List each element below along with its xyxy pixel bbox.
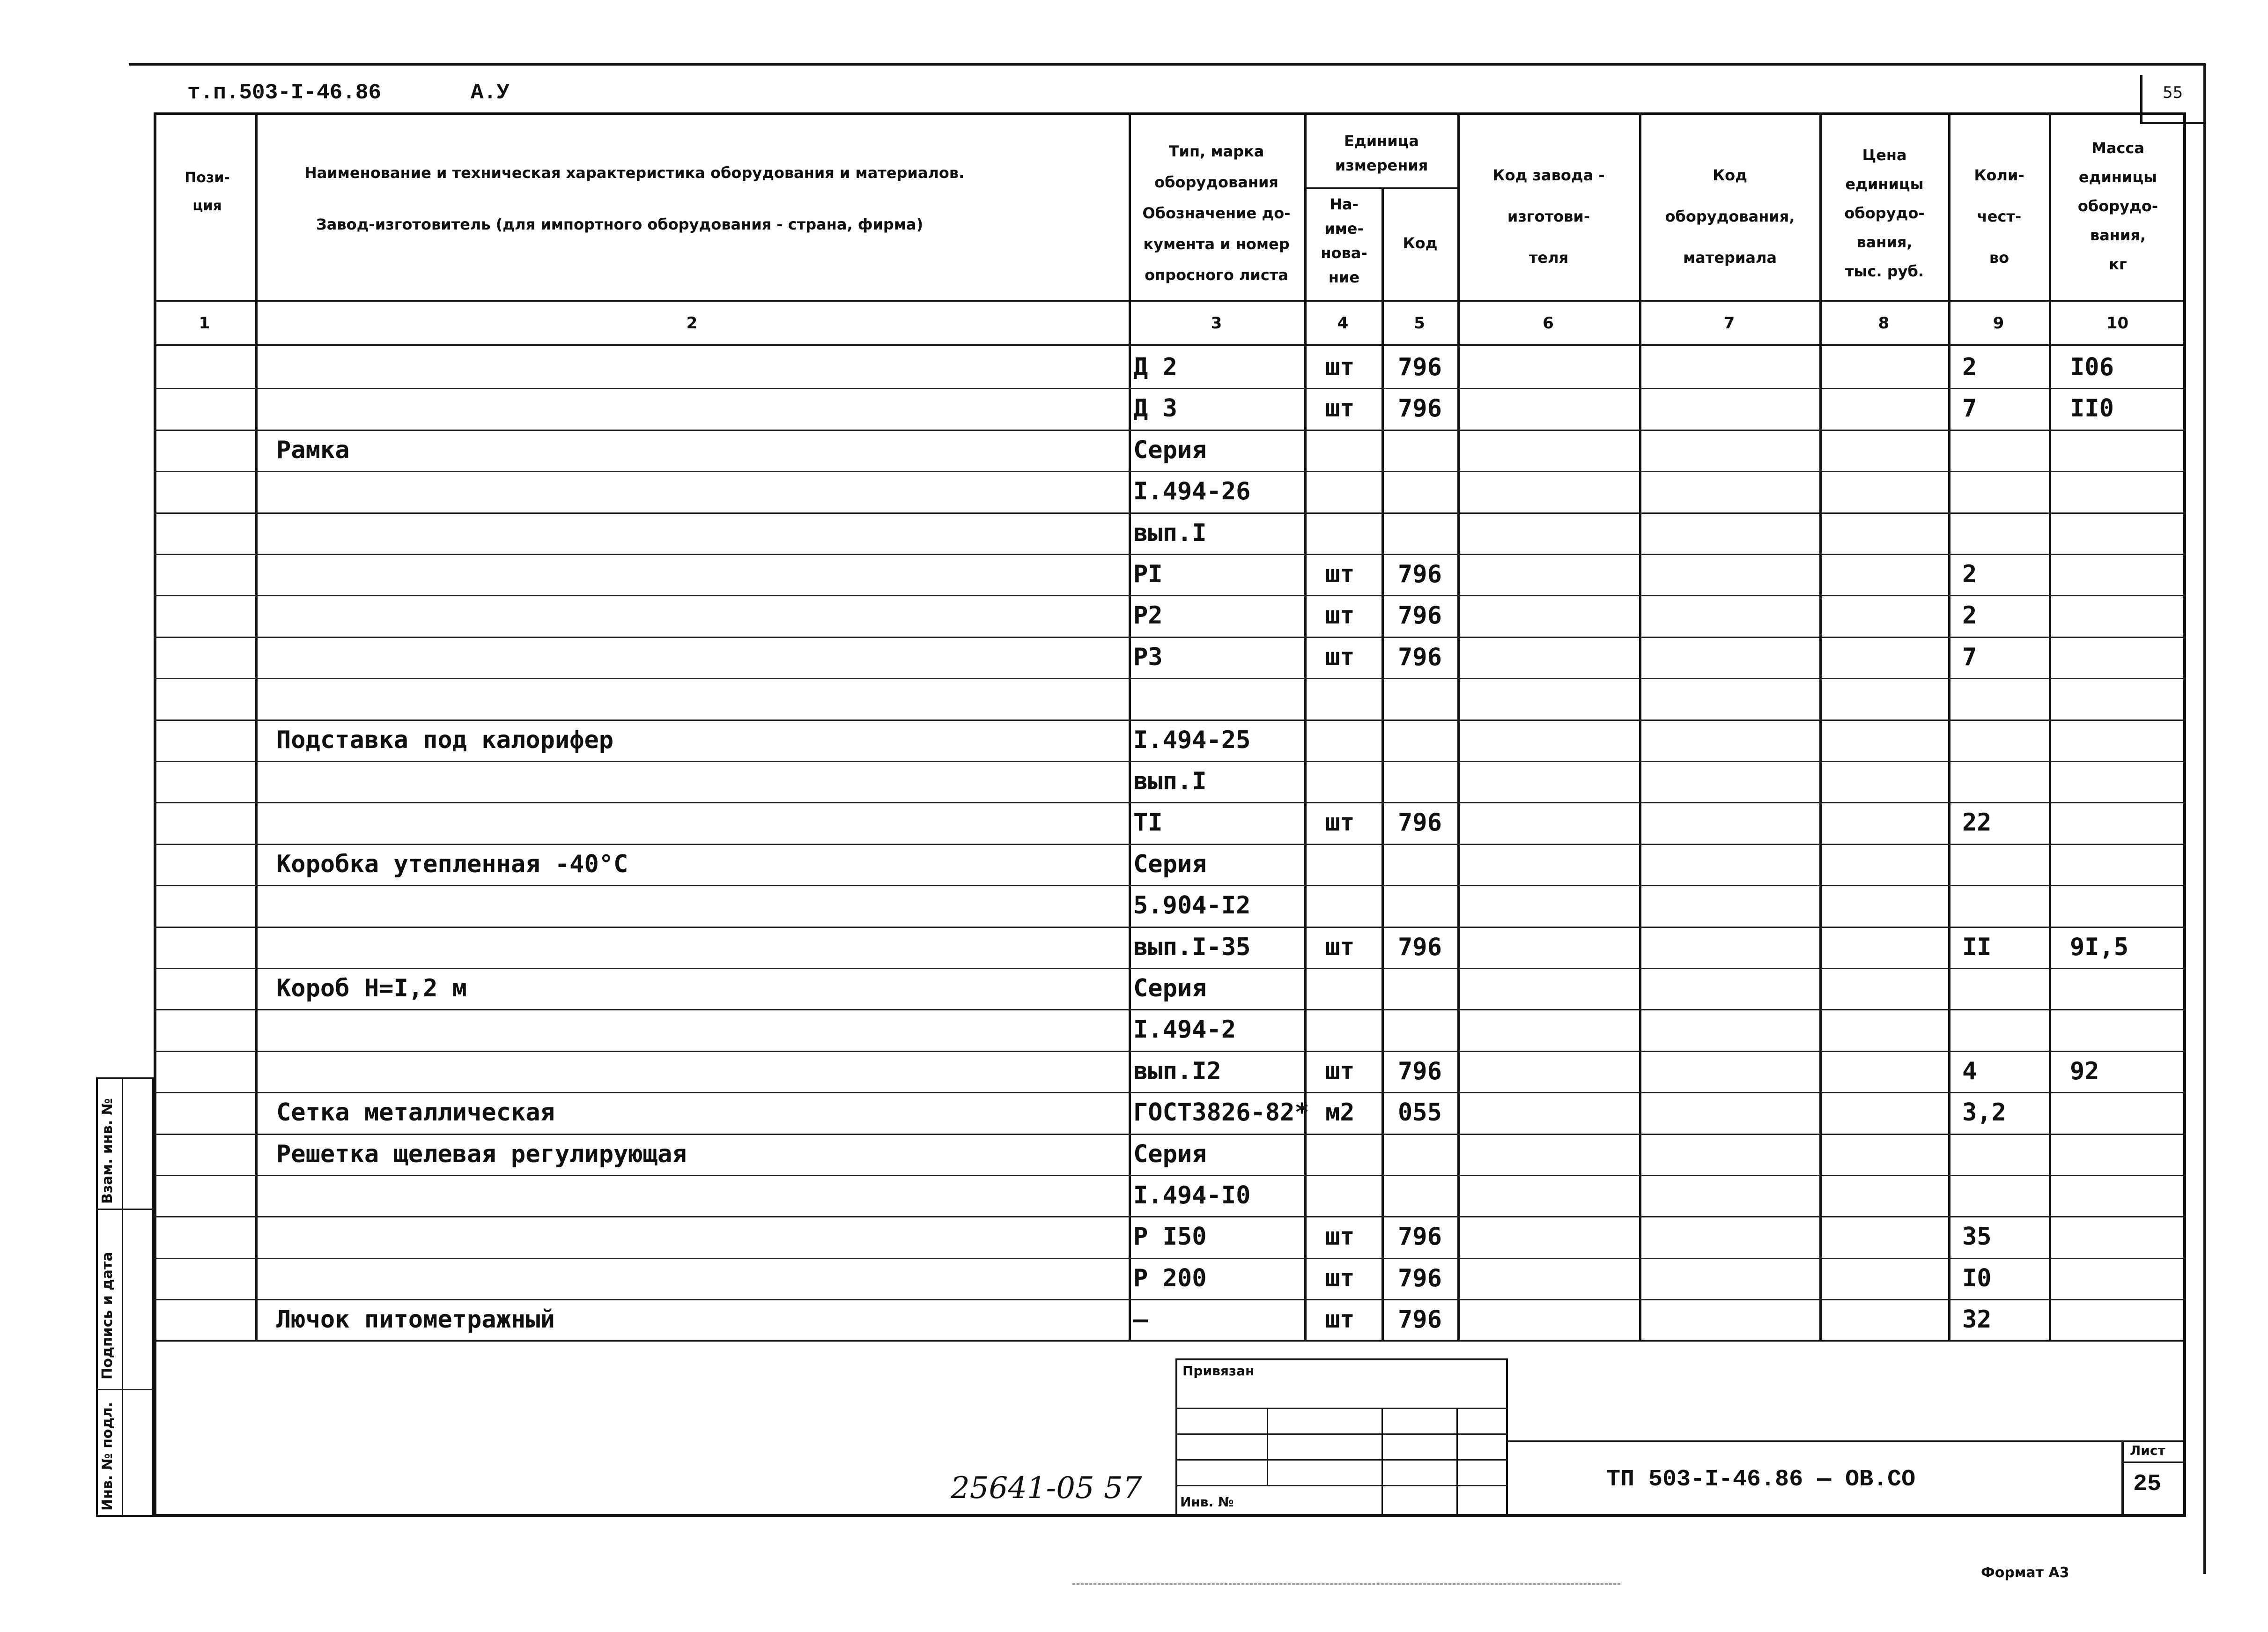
col-number-3: 3 <box>1211 314 1222 333</box>
row-separator <box>154 1175 2186 1176</box>
col-number-8: 8 <box>1878 314 1890 333</box>
side-label-inventory: Инв. № подл. <box>99 1402 116 1511</box>
row-separator <box>154 554 2186 555</box>
cell-code: 796 <box>1398 394 1442 423</box>
row-separator <box>154 1009 2186 1010</box>
cell-qty: 4 <box>1962 1057 1977 1085</box>
cell-type: Серия <box>1133 850 1207 878</box>
header-unit-code: Код <box>1403 234 1438 252</box>
page-top-number: 55 <box>2163 83 2183 102</box>
cell-code: 796 <box>1398 643 1442 671</box>
cell-type: Д 3 <box>1133 394 1177 423</box>
col-number-1: 1 <box>199 314 210 333</box>
cell-unit: шт <box>1325 643 1355 671</box>
header-quantity: Коли- чест- во <box>1974 166 2024 267</box>
row-separator <box>154 678 2186 679</box>
cell-code: 796 <box>1398 560 1442 588</box>
row-separator <box>154 430 2186 431</box>
row-separator <box>154 720 2186 721</box>
cell-code: 055 <box>1398 1098 1442 1127</box>
cell-type: Р3 <box>1133 643 1163 671</box>
cell-type: Р2 <box>1133 601 1163 630</box>
col-number-7: 7 <box>1723 314 1735 333</box>
cell-unit: м2 <box>1325 1098 1355 1127</box>
cell-type: Р 200 <box>1133 1264 1207 1292</box>
cell-qty: 7 <box>1962 643 1977 671</box>
cell-unit: шт <box>1325 1223 1355 1251</box>
cell-type: вып.I-35 <box>1133 933 1251 961</box>
cell-qty: II <box>1962 933 1992 961</box>
cell-qty: 2 <box>1962 560 1977 588</box>
col-number-2: 2 <box>686 314 698 333</box>
cell-type: Р I50 <box>1133 1223 1207 1251</box>
col-number-9: 9 <box>1993 314 2004 333</box>
cell-qty: I0 <box>1962 1264 1992 1292</box>
cell-mass: 92 <box>2070 1057 2099 1085</box>
col-number-10: 10 <box>2106 314 2129 333</box>
cell-type: І.494-26 <box>1133 477 1251 505</box>
cell-qty: 3,2 <box>1962 1098 2006 1127</box>
row-separator <box>154 1216 2186 1217</box>
col-number-5: 5 <box>1414 314 1425 333</box>
header-factory-code: Код завода - изготови- теля <box>1492 166 1605 267</box>
row-separator <box>154 637 2186 638</box>
header-unit-name: На- име- нова- ние <box>1321 195 1367 286</box>
doc-code-header: т.п.503-І-46.86 <box>187 81 382 105</box>
row-separator <box>154 1092 2186 1093</box>
header-type: Тип, марка оборудования Обозначение до- кумента и номер опросного листа <box>1142 142 1291 284</box>
cell-unit: шт <box>1325 1264 1355 1292</box>
cell-type: Серия <box>1133 1140 1207 1168</box>
cell-type: вып.I2 <box>1133 1057 1221 1085</box>
col-number-4: 4 <box>1337 314 1349 333</box>
row-separator <box>154 1051 2186 1052</box>
cell-code: 796 <box>1398 1223 1442 1251</box>
cell-code: 796 <box>1398 933 1442 961</box>
row-separator <box>154 1299 2186 1300</box>
side-label-signature: Подпись и дата <box>99 1252 116 1380</box>
row-separator <box>154 388 2186 389</box>
cell-qty: 32 <box>1962 1306 1992 1334</box>
row-separator <box>154 471 2186 472</box>
header-position: Пози- ция <box>185 170 230 214</box>
cell-code: 796 <box>1398 1306 1442 1334</box>
row-separator <box>154 1258 2186 1259</box>
cell-qty: 7 <box>1962 394 1977 423</box>
cell-unit: шт <box>1325 933 1355 961</box>
header-name-line1: Наименование и техническая характеристика оборудования и материалов. <box>304 164 965 182</box>
row-separator <box>154 844 2186 845</box>
cell-mass: 9I,5 <box>2070 933 2129 961</box>
cell-qty: 35 <box>1962 1223 1992 1251</box>
cell-unit: шт <box>1325 560 1355 588</box>
attachment-stamp <box>1175 1358 1508 1517</box>
col-number-6: 6 <box>1543 314 1554 333</box>
cell-name: Коробка утепленная -40°С <box>276 850 628 878</box>
cell-unit: шт <box>1325 1306 1355 1334</box>
cell-name: Решетка щелевая регулирующая <box>276 1140 687 1168</box>
cell-unit: шт <box>1325 809 1355 837</box>
cell-code: 796 <box>1398 1057 1442 1085</box>
row-separator <box>154 595 2186 596</box>
handwritten-archive-number: 25641-05 57 <box>951 1471 1142 1506</box>
doc-section-header: А.У <box>471 81 510 105</box>
right-border <box>2203 63 2206 1574</box>
cell-code: 796 <box>1398 601 1442 630</box>
cell-type: вып.I <box>1133 519 1207 547</box>
cell-name: Рамка <box>276 436 350 464</box>
row-separator <box>154 1134 2186 1135</box>
row-separator <box>154 761 2186 762</box>
document-designation: ТП 503-І-46.86 — ОВ.СО <box>1606 1466 1916 1493</box>
cell-name: Подставка под калорифер <box>276 726 614 754</box>
cell-type: Серия <box>1133 974 1207 1002</box>
cell-qty: 2 <box>1962 353 1977 381</box>
cell-unit: шт <box>1325 601 1355 630</box>
cell-mass: II0 <box>2070 394 2114 423</box>
cell-type: — <box>1133 1306 1148 1334</box>
cell-qty: 22 <box>1962 809 1992 837</box>
cell-type: 5.904-I2 <box>1133 891 1251 920</box>
header-price: Цена единицы оборудо- вания, тыс. руб. <box>1844 146 1925 280</box>
sheet-label: Лист <box>2130 1443 2165 1458</box>
cell-name: Короб Н=I,2 м <box>276 974 467 1002</box>
cell-name: Лючок пито​метражный <box>276 1306 555 1334</box>
header-mass: Масса единицы оборудо- вания, кг <box>2077 139 2158 273</box>
cell-type: ТI <box>1133 809 1163 837</box>
cell-code: 796 <box>1398 353 1442 381</box>
cell-name: Сетка металлическая <box>276 1098 555 1127</box>
header-unit-group: Единица измерения <box>1335 132 1428 174</box>
stamp-inventory-label: Инв. № <box>1180 1494 1234 1510</box>
sheet-number: 25 <box>2133 1471 2162 1498</box>
row-separator <box>154 802 2186 803</box>
header-name-line2: Завод-изготовитель (для импортного оборудования - страна, фирма) <box>316 215 923 233</box>
cell-code: 796 <box>1398 1264 1442 1292</box>
row-separator <box>154 512 2186 514</box>
side-label-replacement: Взам. инв. № <box>99 1098 116 1204</box>
cell-type: I.494-25 <box>1133 726 1251 754</box>
cell-unit: шт <box>1325 394 1355 423</box>
header-equipment-code: Код оборудования, материала <box>1665 166 1795 267</box>
cell-type: I.494-I0 <box>1133 1181 1251 1209</box>
cell-mass: I06 <box>2070 353 2114 381</box>
cell-type: вып.I <box>1133 767 1207 795</box>
cell-unit: шт <box>1325 1057 1355 1085</box>
row-separator <box>154 885 2186 886</box>
top-border <box>129 63 2203 66</box>
row-separator <box>154 968 2186 969</box>
cell-code: 796 <box>1398 809 1442 837</box>
cell-type: I.494-2 <box>1133 1016 1236 1044</box>
cell-type: ГОСТ3826-82* <box>1133 1098 1309 1127</box>
cell-type: Серия <box>1133 436 1207 464</box>
row-separator <box>154 927 2186 928</box>
format-note: Формат А3 <box>1981 1565 2069 1581</box>
cell-qty: 2 <box>1962 601 1977 630</box>
stamp-title: Привязан <box>1182 1363 1255 1379</box>
cell-unit: шт <box>1325 353 1355 381</box>
cell-type: Д 2 <box>1133 353 1177 381</box>
cell-type: РI <box>1133 560 1163 588</box>
